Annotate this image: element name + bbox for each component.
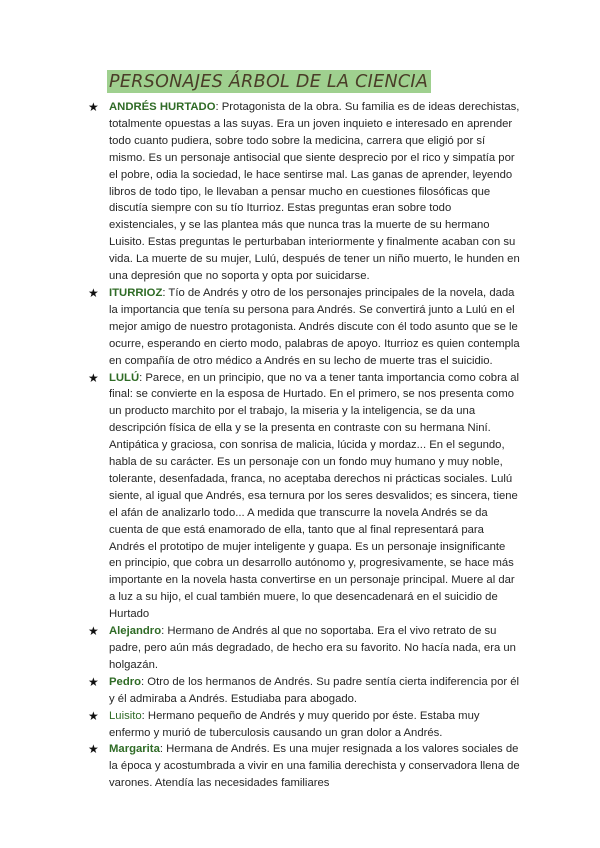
character-name: LULÚ <box>109 371 140 384</box>
page-title: PERSONAJES ÁRBOL DE LA CIENCIA <box>107 70 431 93</box>
character-description: : Hermana de Andrés. Es una mujer resignada a los valores sociales de la época y acostumbrada a vivir en una familia derechista y conservadora llena de varones. Atendía las necesidades familiares <box>109 743 520 790</box>
character-name: Luisito <box>109 709 142 722</box>
character-list <box>88 99 520 792</box>
character-description: : Tío de Andrés y otro de los personajes principales de la novela, dada la importancia que tenía su persona para Andrés. Se convertirá junto a Lulú en el mejor amigo de nuestro protagonista. Andrés discute con él todo asunto que se le ocurre, esperando en cierto modo, palabras de apoyo. Iturrioz es quien contempla en compañía de otro médico a Andrés en su lecho de muerte tras el suicidio. <box>109 286 520 367</box>
character-name: Margarita <box>109 743 160 756</box>
character-name: ANDRÉS HURTADO <box>109 101 216 113</box>
star-bullet-icon: ★ <box>88 708 99 723</box>
star-bullet-icon: ★ <box>88 370 99 385</box>
star-bullet-icon: ★ <box>88 285 99 300</box>
list-item <box>88 370 520 624</box>
list-item <box>88 99 520 285</box>
character-name: ITURRIOZ <box>109 286 163 299</box>
list-item <box>88 741 520 792</box>
list-item <box>88 623 520 674</box>
star-bullet-icon: ★ <box>88 742 99 757</box>
star-bullet-icon: ★ <box>88 674 99 689</box>
character-description: : Parece, en un principio, que no va a tener tanta importancia como cobra al final: se convierte en la esposa de Hurtado. En el primero, se nos presenta como un producto marchito por el trabajo, la miseria y la inteligencia, se da una descripción física de ella y se la presenta en contraste con su hermana Niní. Antipática y graciosa, con sonrisa de malicia, lúcida y mordaz... En el segundo, habla de su carácter. Es un personaje con un fondo muy humano y muy noble, tolerante, desenfadada, franca, no aceptaba derechos ni prácticas sociales. Lulú siente, al igual que Andrés, esa ternura por los seres desvalidos; es sincera, tiene el afán de analizarlo todo... A medida que transcurre la novela Andrés se da cuenta de que está enamorado de ella, tanto que al final representará para Andrés el prototipo de mujer inteligente y guapa. Es un personaje insignificante en principio, que cobra un desarrollo autónomo y, progresivamente, se hace más importante en la novela hasta convertirse en un personaje principal. Muere al dar a luz a su hijo, el cual también muere, lo que desencadenará en el suicidio de Hurtado <box>109 371 520 621</box>
character-description: : Hermano de Andrés al que no soportaba. Era el vivo retrato de su padre, pero aún más degradado, de hecho era su favorito. No hacía nada, era un holgazán. <box>109 625 516 671</box>
character-description: : Hermano pequeño de Andrés y muy querido por éste. Estaba muy enfermo y murió de tuberculosis causando un gran dolor a Andrés. <box>109 709 480 739</box>
list-item <box>88 674 520 708</box>
list-item <box>88 285 520 370</box>
title-container <box>107 70 431 93</box>
character-description: : Otro de los hermanos de Andrés. Su padre sentía cierta indiferencia por él y él admiraba a Andrés. Estudiaba para abogado. <box>109 675 520 705</box>
star-bullet-icon: ★ <box>88 624 99 639</box>
character-description: : Protagonista de la obra. Su familia es de ideas derechistas, totalmente opuestas a las suyas. Era un joven inquieto e interesado en aprender todo cuanto pudiera, sobre todo sobre la medicina, carrera que eligió por sí mismo. Es un personaje antisocial que siente desprecio por el rico y simpatía por el pobre, odia la sociedad, le hace sentirse mal. Las ganas de aprender, leyendo libros de todo tipo, le llevaban a pensar mucho en cuestiones filosóficas que discutía siempre con su tío Iturrioz. Estas preguntas eran sobre todo existenciales, y se las plantea más que nunca tras la muerte de su hermano Luisito. Estas preguntas le perturbaban interiormente y finalmente acaban con su vida. La muerte de su mujer, Lulú, después de tener un niño muerto, le hunden en una depresión que no soporta y opta por suicidarse. <box>109 101 520 283</box>
list-item <box>88 708 520 742</box>
character-name: Pedro <box>109 675 142 688</box>
star-bullet-icon: ★ <box>88 100 99 114</box>
character-name: Alejandro <box>109 625 162 638</box>
